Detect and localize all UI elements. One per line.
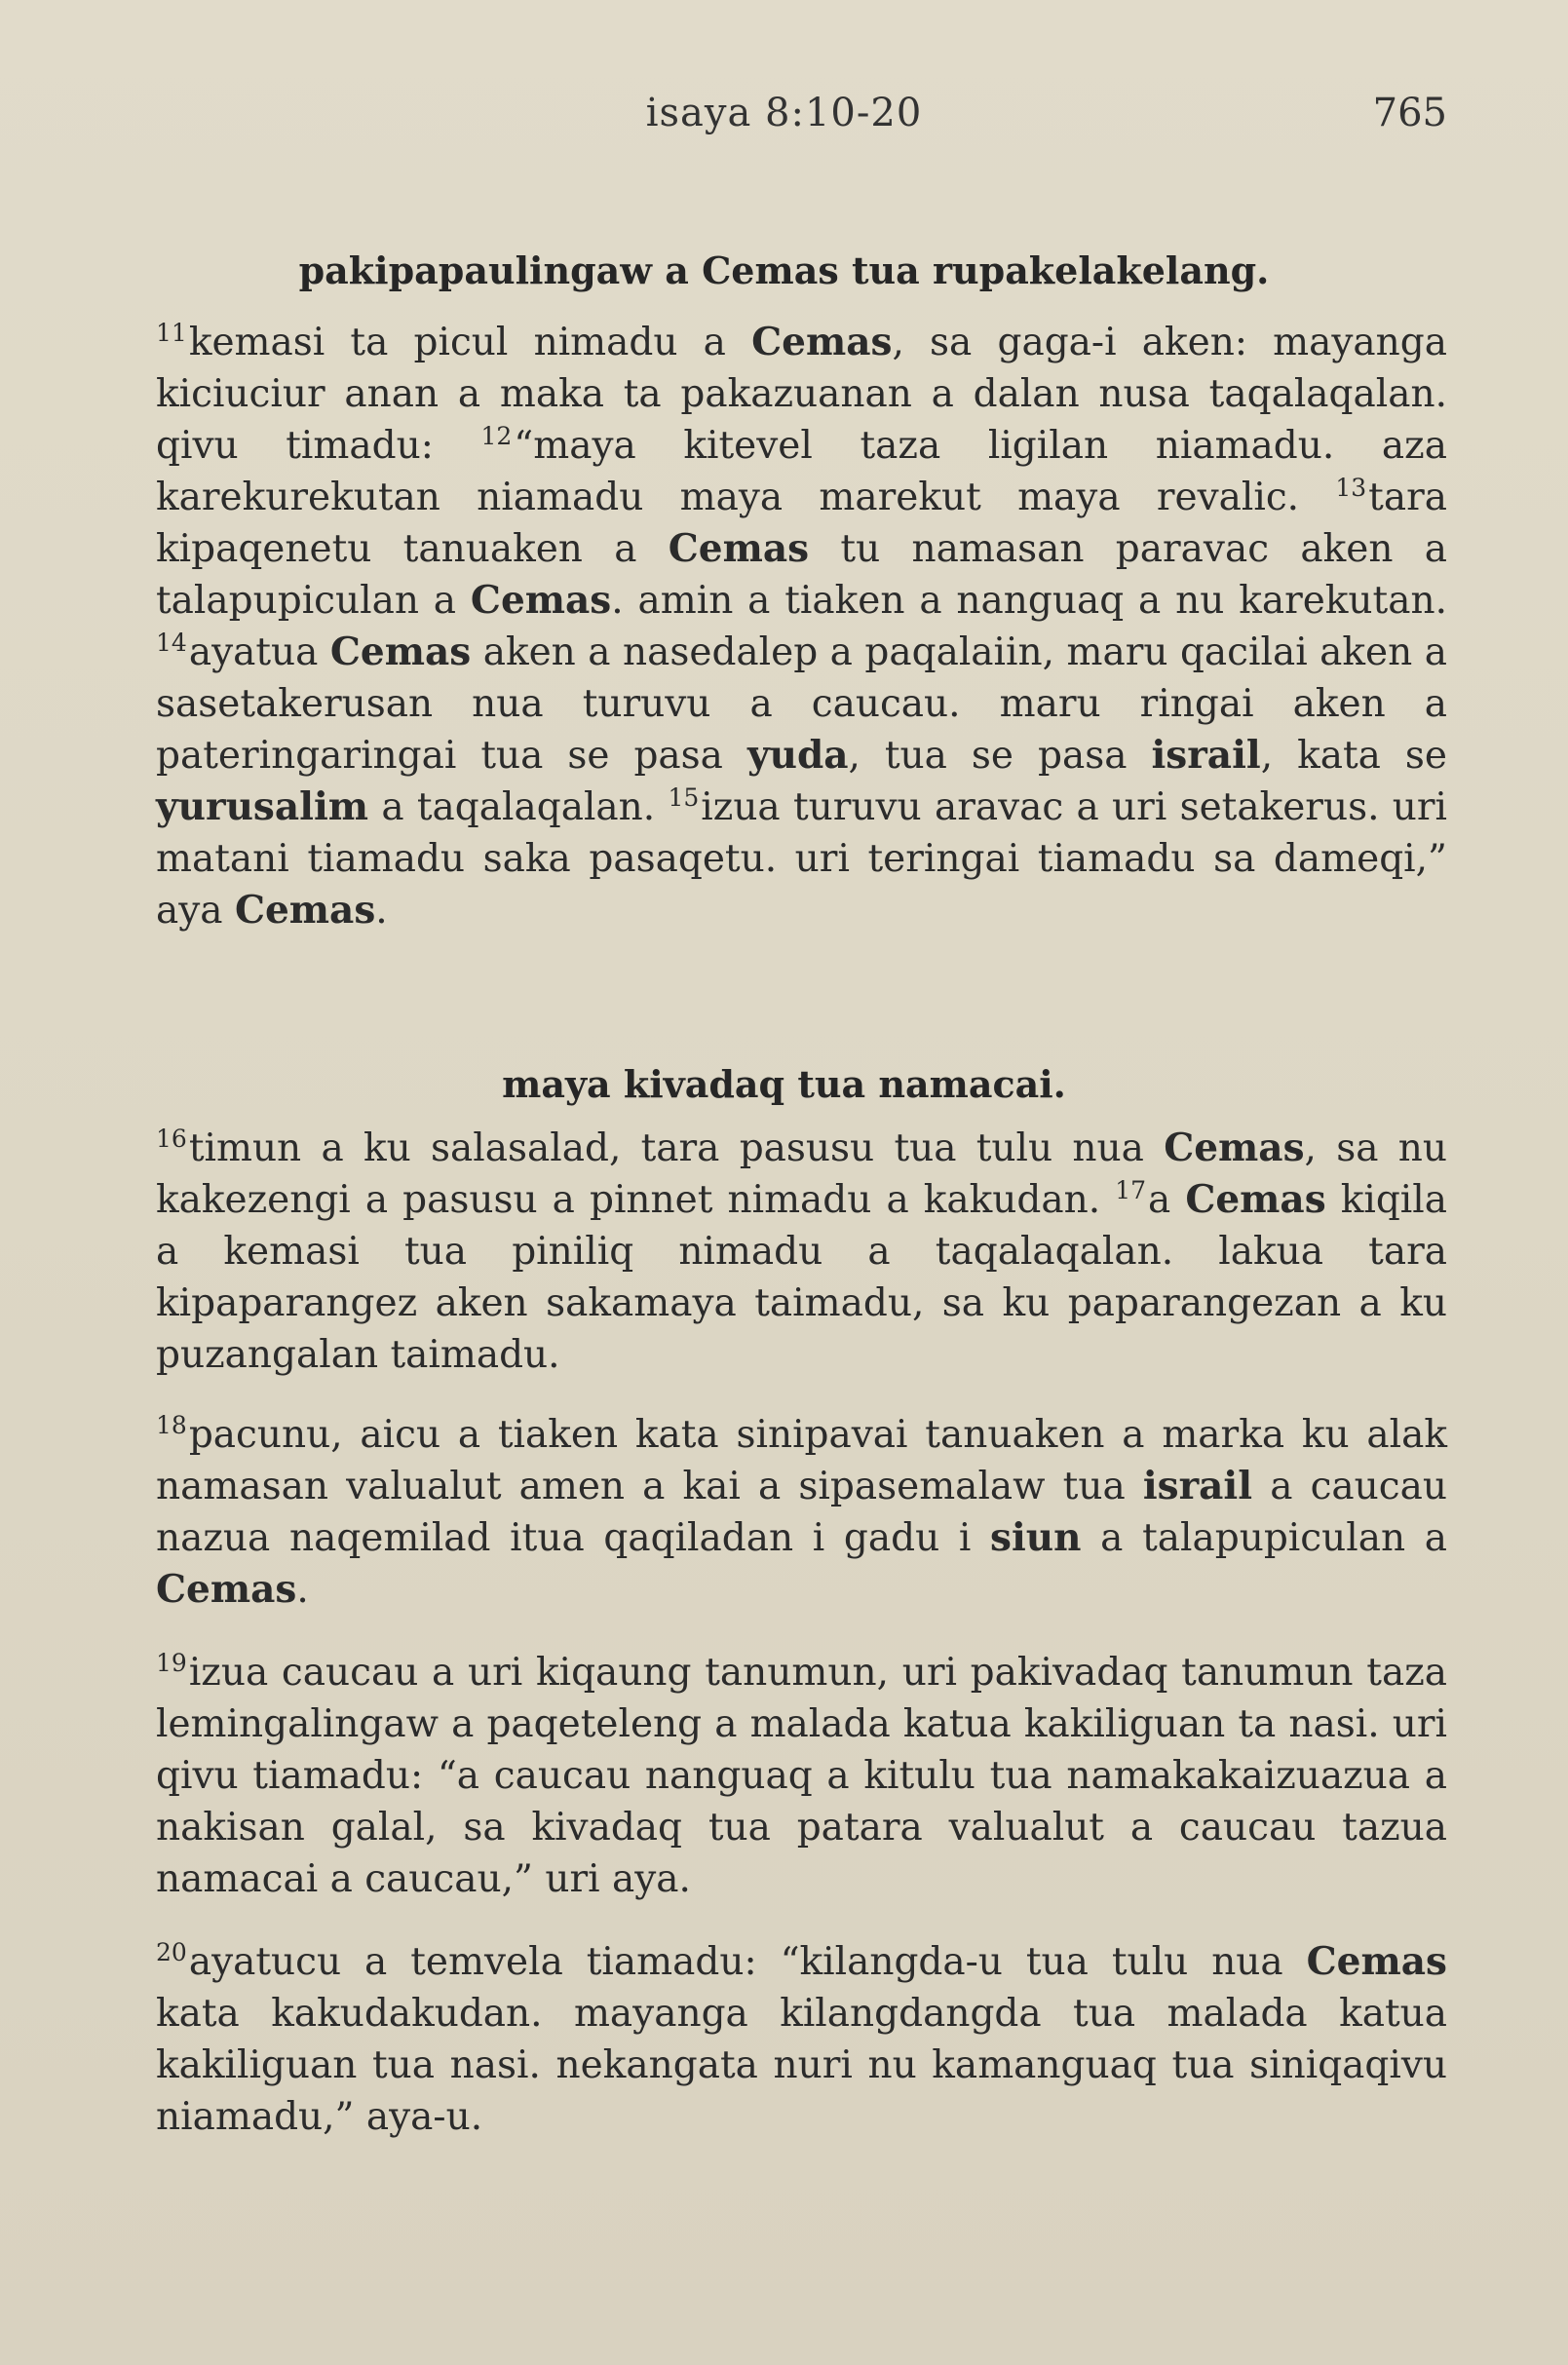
verse-text: aken a nasedalep a paqalaiin, maru qacilai aken a sasetakerusan nua turuvu a caucau. maru ringai aken a pateringaringai tua se pasa: [156, 630, 1447, 778]
paragraph-text: [121, 1647, 1447, 1905]
verse-text: a caucau nazua naqemilad itua qaqiladan i gadu i: [156, 1465, 1447, 1560]
section-heading: maya kivadaq tua namacai.: [502, 1062, 1066, 1106]
verse-text: pacunu, aicu a tiaken kata sinipavai tanuaken a marka ku alak namasan valualut amen a kai a sipasemalaw tua: [156, 1413, 1447, 1508]
verse-text: , kata se: [1260, 734, 1447, 778]
paragraph: [121, 317, 1447, 936]
bold-name: israil: [1142, 1464, 1253, 1508]
verse-number: 20: [156, 1938, 187, 1966]
page-header: [121, 0, 1447, 175]
bold-name: Cemas: [1185, 1177, 1326, 1222]
paragraph: [121, 1647, 1447, 1905]
verse-text: kata kakudakudan. mayanga kilangdangda tua malada katua kakiliguan tua nasi. nekangata nuri nu kamanguaq tua siniqaqivu niamadu,” aya-u.: [156, 1992, 1447, 2139]
bold-name: israil: [1151, 733, 1261, 778]
section-heading: pakipapaulingaw a Cemas tua rupakelakelang.: [298, 248, 1270, 292]
paragraph-text: [121, 317, 1447, 936]
verse-number: 15: [668, 783, 700, 812]
verse-text: . amin a tiaken a nanguaq a nu karekutan.: [611, 579, 1447, 623]
bold-name: yurusalim: [156, 784, 369, 829]
paragraph: [121, 1123, 1447, 1381]
verse-text: ayatucu a temvela tiamadu: “kilangda-u tua tulu nua: [188, 1940, 1307, 1984]
bold-name: Cemas: [1164, 1125, 1305, 1170]
paragraph: [121, 1936, 1447, 2143]
bold-name: Cemas: [329, 629, 472, 674]
bold-name: siun: [990, 1515, 1082, 1560]
verse-number: 17: [1115, 1176, 1146, 1204]
bold-name: Cemas: [156, 1567, 297, 1612]
paragraph-text: [121, 1409, 1447, 1616]
verse-text: a taqalaqalan.: [368, 785, 669, 829]
verse-text: izua caucau a uri kiqaung tanumun, uri pakivadaq tanumun taza lemingalingaw a paqeteleng a malada katua kakiliguan ta nasi. uri qivu tiamadu: “a caucau nanguaq a kitulu tua namakakaizuazua a nakisan galal, sa kivadaq tua patara valualut a caucau tazua namacai a caucau,” uri aya.: [156, 1651, 1447, 1901]
paragraph-text: [121, 1123, 1447, 1381]
verse-text: .: [296, 1568, 309, 1612]
verse-text: ayatua: [188, 630, 330, 674]
bold-name: Cemas: [751, 320, 893, 364]
running-head: isaya 8:10-20: [645, 91, 923, 135]
verse-number: 11: [156, 319, 187, 347]
verse-text: “maya kitevel taza ligilan niamadu. aza karekurekutan niamadu maya marekut maya revalic.: [156, 424, 1447, 519]
verse-text: , tua se pasa: [848, 734, 1152, 778]
verse-text: tara kipaqenetu tanuaken a: [156, 476, 1447, 571]
verse-text: tu namasan paravac aken a talapupiculan a: [156, 527, 1447, 623]
verse-text: izua turuvu aravac a uri setakerus. uri matani tiamadu saka pasaqetu. uri teringai tiamadu sa dameqi,” aya: [156, 785, 1447, 933]
verse-text: , sa gaga-i aken: mayanga kiciuciur anan a maka ta pakazuanan a dalan nusa taqalaqalan. qivu timadu:: [156, 321, 1447, 468]
bold-name: Cemas: [470, 578, 612, 623]
paragraph-text: [121, 1936, 1447, 2143]
page-number: 765: [1372, 91, 1447, 135]
verse-number: 14: [156, 629, 187, 657]
paragraph: [121, 1409, 1447, 1616]
verse-text: , sa nu kakezengi a pasusu a pinnet nimadu a kakudan.: [156, 1126, 1447, 1222]
verse-number: 16: [156, 1125, 187, 1153]
verse-number: 12: [480, 422, 513, 450]
verse-text: a: [1148, 1178, 1186, 1222]
verse-text: a talapupiculan a: [1081, 1516, 1447, 1560]
bold-name: Cemas: [1306, 1939, 1447, 1984]
verse-number: 13: [1335, 474, 1367, 502]
verse-text: kiqila a kemasi tua piniliq nimadu a taqalaqalan. lakua tara kipaparangez aken sakamaya taimadu, sa ku paparangezan a ku puzangalan taimadu.: [156, 1178, 1447, 1377]
bold-name: Cemas: [234, 888, 376, 933]
bold-name: Cemas: [668, 526, 810, 571]
verse-number: 19: [156, 1649, 187, 1677]
verse-text: timun a ku salasalad, tara pasusu tua tulu nua: [188, 1126, 1165, 1170]
verse-text: kemasi ta picul nimadu a: [188, 321, 752, 364]
bold-name: yuda: [746, 733, 849, 778]
verse-number: 18: [156, 1411, 187, 1439]
verse-text: .: [375, 889, 388, 933]
